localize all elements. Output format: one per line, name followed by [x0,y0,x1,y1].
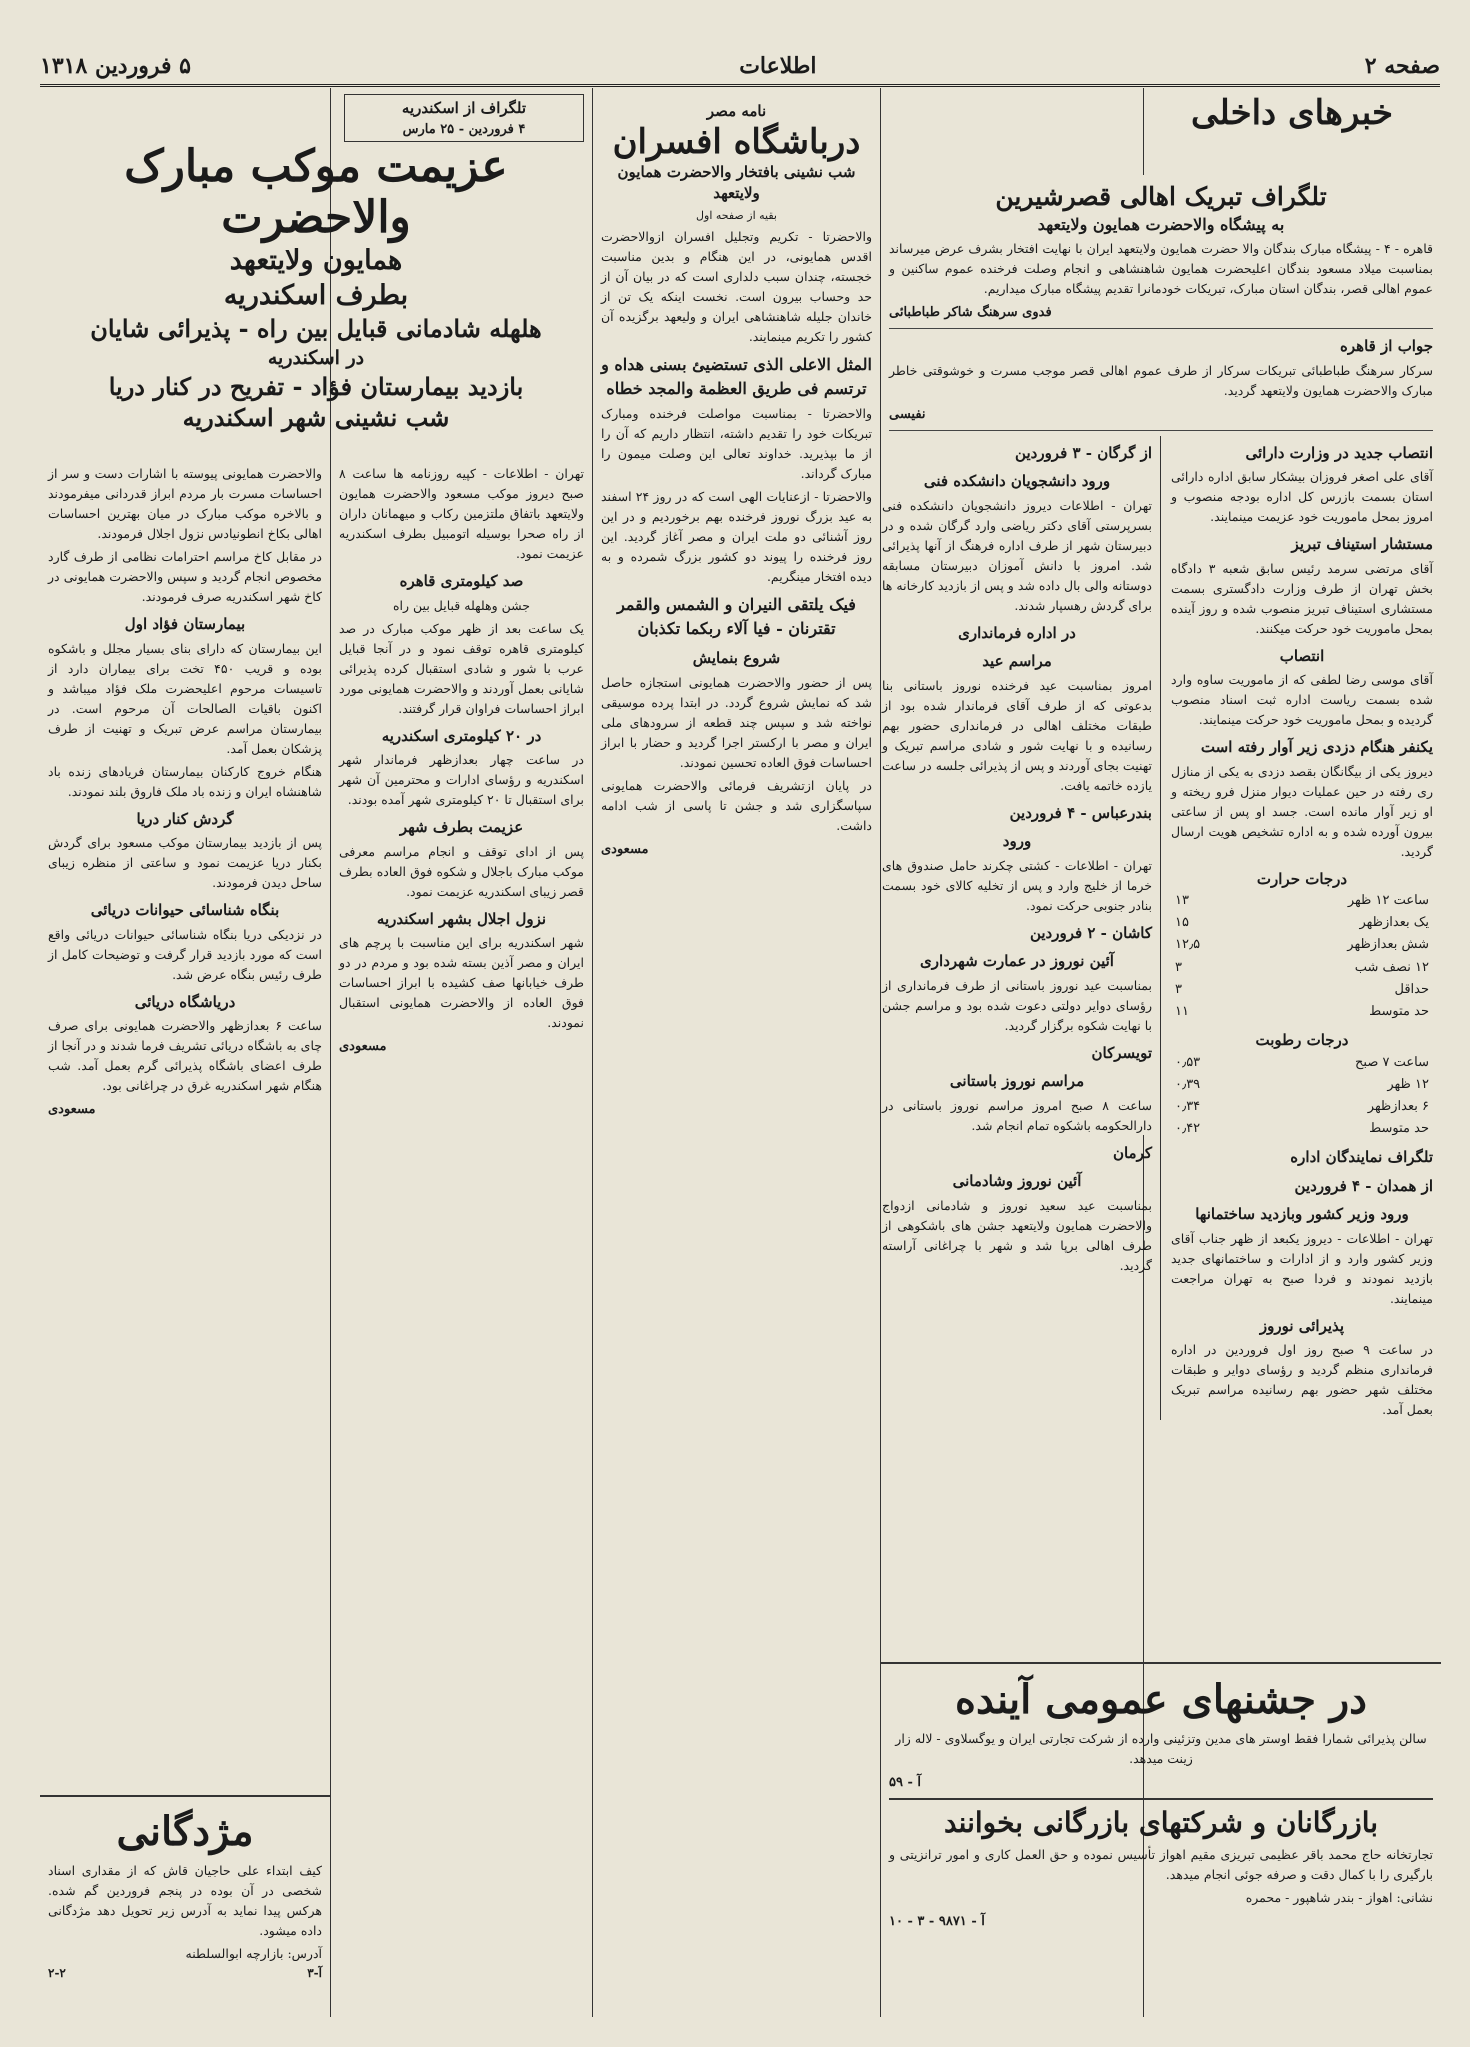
body: در مقابل کاخ مراسم احترامات نظامی از طرف گارد مخصوص انجام گردید و سپس والاحضرت همایونی در کاخ شهر اسکندریه صرف فرمودند. [48,549,322,604]
signature: مسعودی [48,1102,96,1117]
body: امروز بمناسبت عید فرخنده نوروز باستانی بنا بدعوتی که از طرف آقای فرماندار شده بود از طبقات مختلف اهالی در فرمانداری حضور بهم رسانیده و با نهایت شور و شادی مراسم تبریک و تهنیت بجای آوردند و پس از پذیرائی جلسه در ساعت یازده خاتمه یافت. [882,677,1152,793]
body: پس از حضور والاحضرت همایونی استجازه حاصل شد که نمایش شروع گردد. در ابتدا پرده موسیقی نواخته شد و سپس چند قطعه از سرودهای ملی ایران و مصر با ارکستر اجرا گردید و حضار با ابراز احساسات فوق العاده تحسین نمودند. [601,674,872,770]
column-alexandria-b [40,455,330,1797]
table-row: یک بعدازظهر ۱۵ [1175,915,1429,931]
subhead: شب نشینی بافتخار والاحضرت همایون ولایتعهد [617,162,856,202]
table-row: حد متوسط ۰٫۴۲ [1175,1120,1429,1136]
subheading: درجات حرارت [1256,869,1348,888]
ad-title: در جشنهای عمومی آینده [954,1676,1367,1723]
subhead: به پیشگاه والاحضرت همایون ولایتعهد [1037,214,1285,234]
subheading: نزول اجلال بشهر اسکندریه [376,909,547,928]
body: بمناسبت عید سعید نوروز و شادمانی ازدواج والاحضرت همایون ولایتعهد جشن های باشکوهی از طرف اهالی برپا شد و شهر با چراغانی آراسته گردید. [882,1197,1152,1273]
subheading: صد کیلومتری قاهره [399,572,524,590]
ad-title: بازرگانان و شرکتهای بازرگانی بخوانند [943,1806,1379,1840]
subheading: کرمان [1112,1143,1152,1162]
body: تهران - اطلاعات - کشتی چکرند حامل صندوق های خرما از خلیج وارد و پس از تخلیه کالای خود بسمت بنادر جنوبی حرکت نمود. [882,857,1152,913]
body: دیروز یکی از بیگانگان بقصد دزدی به یکی از منازل ری رفته در حین عملیات دیوار منزل فرو ریخته و او زیر آوار مانده است. جسد او پس از ساعتی بیرون آورده شده و به اداره تشخیص هویت ارسال گردید. [1171,763,1433,859]
subheading: آئین نوروز در عمارت شهرداری [920,952,1114,971]
subheading: عزیمت بطرف شهر [399,818,524,836]
subheading: آئین نوروز وشادمانی [952,1172,1082,1191]
table-row: ۶ بعدازظهر ۰٫۳۴ [1175,1098,1429,1114]
alexandria-headline [40,88,592,453]
paper-name: اطلاعات [739,53,817,79]
subheading: در اداره فرمانداری [958,623,1076,642]
kicker: تلگراف از اسکندریه [401,99,527,117]
subheading: مستشار استیناف تبریز [1291,535,1433,554]
table-row: حداقل ۳ [1175,981,1429,997]
ad-code: آ - ۹۸۷۱ - ۳ - ۱۰ [889,1913,985,1929]
body: والاحضرتا - ازعنایات الهی است که در روز ۲۴ اسفند به عید بزرگ نوروز فرخنده بهم برخوردیم و در این روز آشنائی دو ملت ایران و مصر آغاز گردید. این روز فرخنده را پیوند دو کشور بزرگ شمرده و به دیده افتخار مینگریم. [601,489,872,585]
table-row: ۱۲ ظهر ۰٫۳۹ [1175,1076,1429,1092]
column-provincial-news [882,436,1161,1420]
subhead: همایون ولایتعهد [229,245,403,277]
ad-title: مژدگانی [116,1808,254,1855]
subheading: شروع بنمایش [692,649,781,668]
subheading: تویسرکان [1091,1043,1152,1062]
table-row: ۱۲ نصف شب ۳ [1175,959,1429,975]
ad-mozhdegani [40,1800,330,2017]
body: والاحضرت همایونی پیوسته با اشارات دست و سر از احساسات مسرت بار مردم ابراز قدردانی میفرمودند و بالاخره موکب مبارک در میان بهترین احساسات اهالی بکاخ انطونیادس نزول اجلال فرمودند. [48,466,322,541]
subheading: گردش کنار دریا [136,809,234,828]
ad-rule [881,1662,1441,1664]
kicker-date: ۴ فروردین - ۲۵ مارس [402,121,526,137]
body: این بیمارستان که دارای بنای بسیار مجلل و باشکوه بوده و قریب ۴۵۰ تخت برای بیماران دارد از تاسیسات مرحوم اعلیحضرت ملک فؤاد میباشد و اکنون باقیات الصالحات آن مرحوم است. در بیمارستان مراسم عرض تبریک و تهنیت از طرف پزشکان بعمل آمد. [48,640,322,756]
page-number: صفحه ۲ [1364,53,1440,79]
subheading: کاشان - ۲ فروردین [1029,923,1152,942]
subhead: هلهله شادمانی قبایل بین راه - پذیرائی شایان [90,314,542,344]
body: تهران - اطلاعات دیروز دانشجویان دانشکده فنی بسرپرستی آقای دکتر ریاضی وارد گرگان شده و در دبیرستان شهر از طرف اداره فرهنگ از آنها پذیرائی شد. امروز با دانش آموزان دبیرستان مسابقه دوستانه والی بال داده شد و پس از بازدید کارخانه ها برای گردش رهسپار شدند. [882,497,1152,613]
ad-code: آ - ۵۹ [889,1775,922,1790]
subheading: انتصاب [1279,646,1325,665]
signature: فدوی سرهنگ شاکر طباطبائی [889,304,1052,320]
subheading: بندرعباس - ۴ فروردین [1009,803,1152,822]
ad-body: کیف ابتداء علی حاجیان قاش که از مقداری اسناد شخصی در آن بوده در پنجم فروردین گم شده. هرکس پیدا نماید به آدرس زیر تحویل دهد مژدگانی داده میشود. [48,1863,322,1938]
subheading: یکنفر هنگام دزدی زیر آوار رفته است [1200,738,1433,757]
headline: درباشگاه افسران [612,121,861,162]
body: سرکار سرهنگ طباطبائی تبریکات سرکار از طرف عموم اهالی قصر موجب مسرت و خوشوقتی خاطر مبارک والاحضرت همایون ولایتعهد گردید. [889,362,1433,398]
column-alexandria-a [331,455,592,2017]
column-egypt-letter [593,88,880,2017]
subheading: مراسم عید [982,652,1052,671]
subheading: بنگاه شناسائی حیوانات دریائی [90,901,280,919]
ad-code: ۲-۲ [48,1966,66,1980]
body: در پایان ازتشریف فرمائی والاحضرت همایونی سپاسگزاری شد و جشن تا پاسی از شب ادامه داشت. [601,777,872,833]
body: والاحضرتا - بمناسبت مواصلت فرخنده ومبارک تبریکات خود را تقدیم داشته، انتظار داریم که آن را از ما بپذیرید. خداوند تعالی این وصلت میمون را مبارک گرداند. [601,406,872,482]
signature: مسعودی [601,841,649,857]
body: آقای مرتضی سرمد رئیس سابق شعبه ۳ دادگاه بخش تهران از طرف وزارت دادگستری بسمت مستشاری استیناف تبریز منصوب شده و روز آینده بمحل ماموریت خود حرکت میکنند. [1171,560,1434,636]
body: در ساعت ۹ صبح روز اول فروردین در اداره فرمانداری منظم گردید و رؤسای دوایر و طبقات مختلف شهر حضور بهم رسانیده مراسم تبریک بعمل آمد. [1171,1342,1433,1418]
ad-body: سالن پذیرائی شمارا فقط اوستر های مدین وتزئینی وارده از شرکت تجارتی ایران و یوگسلاوی - لاله زار زینت میدهد. [895,1731,1427,1766]
table-row: شش بعدازظهر ۱۲٫۵ [1175,937,1429,953]
subheading: درجات رطوبت [1255,1031,1349,1050]
body: والاحضرتا - تکریم وتجلیل افسران ازوالاحضرت اقدس همایونی، در این هنگام و بدین مناسبت خجسته، چندان سبب دلداری است که در بیان آن از حد وحساب بیرون است. نخست اینکه یک تن از خاندان جلیله شاهنشاهی ایران و ولیعهد برگزیده آن کشور را تکریم مینمایند. [601,229,872,345]
continued-note: بقیه از صفحه اول [696,208,777,222]
domestic-news-body [881,175,1441,1418]
telegram-box [344,94,584,142]
subheading: مراسم نوروز باستانی [949,1072,1085,1091]
table-row: حد متوسط ۱۱ [1175,1003,1429,1019]
subheading: انتصاب جدید در وزارت دارائی [1245,443,1433,462]
humidity-table [1171,1052,1433,1141]
ad-rule [40,1795,330,1797]
subhead: در اسکندریه [267,346,365,369]
body: یک ساعت بعد از ظهر موکب مبارک در صد کیلومتری قاهره توقف نمود و در آنجا قبایل عرب با شور و شادی استقبال کرده پذیرائی شایانی بعمل آوردند و والاحضرت همایونی مورد ابراز احساسات فراوان قرار گرفتند. [339,620,584,716]
ad-address: نشانی: اهواز - بندر شاهپور - محمره [1245,1889,1433,1905]
body: تهران - اطلاعات - دیروز یکبعد از ظهر جناب آقای وزیر کشور وارد و از ادارات و ساختمانهای جدید بازدید نمودند و فردا صبح به تهران مراجعت مینمایند. [1171,1230,1433,1306]
ad-ref: آ-۳ [307,1966,322,1980]
subheading: جواب از قاهره [1340,337,1433,356]
body: پس از ادای توقف و انجام مراسم معرفی موکب مبارک باجلال و شکوه فوق العاده بطرف قصر زیبای اسکندریه عزیمت نمود. [339,843,584,899]
body: آقای علی اصغر فروزان بیشکار سابق اداره دارائی استان بسمت بازرس کل اداره بودجه منصوب و امروز بمحل ماموریت خود عزیمت مینمایند. [1171,469,1433,525]
ad-address: آدرس: بازارچه ابوالسلطنه [185,1946,322,1961]
masthead [40,48,1440,87]
headline: تلگراف تبریک اهالی قصرشیرین [995,182,1327,211]
column-admin-news [1171,436,1433,1420]
body: بمناسبت عید نوروز باستانی از طرف فرمانداری از رؤسای دوایر دولتی دعوت شده بود و مراسم جشن با نهایت شکوه برگزار گردید. [882,977,1152,1033]
body: آقای موسی رضا لطفی که از ماموریت ساوه وارد شده بسمت ریاست اداره ثبت اسناد منصوب گردیده و بمحل ماموریت خود حرکت مینمایند. [1171,672,1433,728]
subhead: بطرف اسکندریه [223,280,409,312]
body: پس از بازدید بیمارستان موکب مسعود برای گردش بکنار دریا عزیمت نمود و ساعتی از منظره زیبای ساحل دیدن فرمودند. [48,835,322,890]
table-row: ساعت ۱۲ ظهر ۱۳ [1175,893,1429,909]
subheading: ورود وزیر کشور وبازدید ساختمانها [1195,1205,1409,1224]
subheading: از گرگان - ۳ فروردین [1015,443,1152,462]
subheading-small: جشن وهلهله قبایل بین راه [393,597,530,613]
subheading: بیمارستان فؤاد اول [124,615,246,633]
signature: مسعودی [339,1039,387,1054]
ad-body: تجارتخانه حاج محمد باقر عظیمی تبریزی مقیم اهواز تأسیس نموده و حق العمل کاری و امور ترانزیتی و بارگیری را با کمال دقت و صرفه جوئی انجام میدهد. [889,1846,1433,1882]
body: تهران - اطلاعات - کپیه روزنامه ها ساعت ۸ صبح دیروز موکب مسعود والاحضرت همایون ولایتعهد باتفاق ملتزمین رکاب و میهمانان داران از راه صحرا بوسیله اتومبیل بطرف اسکندریه عزیمت نمود. [339,466,584,561]
temperature-table [1171,890,1433,1023]
body: شهر اسکندریه برای این مناسبت با پرچم های ایران و مصر آذین بسته شده بود و مردم در دو طرف خیابانها صف کشیده با ابراز احساسات فوق العاده از والاحضرت همایونی استقبال نمودند. [339,935,584,1030]
signature: نفیسی [889,406,926,422]
table-row: ساعت ۷ صبح ۰٫۵۳ [1175,1054,1429,1070]
body: در نزدیکی دریا بنگاه شناسائی حیوانات دریائی واقع است که مورد بازدید قرار گرفت و توضیحات کامل از طرف رئیس بنگاه عرض شد. [48,926,322,982]
subhead: شب نشینی شهر اسکندریه [182,403,450,433]
subheading: در ۲۰ کیلومتری اسکندریه [381,726,542,745]
body: قاهره - ۴ - پیشگاه مبارک بندگان والا حضرت همایون ولایتعهد ایران با نهایت افتخار بشرف عرض میرساند بمناسبت میلاد مسعود بندگان اعلیحضرت همایون شاهنشاهی و انجام وصلت فرخنده عموم ساکنین و عموم اهالی قصر، بندگان استان مبارک، تبریکات خودمانرا تقدیم پیشگاه مبارک میداریم. [889,240,1433,296]
subheading: پذیرائی نوروز [1259,1316,1345,1335]
body: هنگام خروج کارکنان بیمارستان فریادهای زنده باد شاهنشاه ایران و زنده باد ملک فاروق بلند نمودند. [48,763,322,799]
subheading: از همدان - ۴ فروردین [1294,1176,1433,1195]
arabic-verse: فیک یلتقی النیران و الشمس والقمر تقترنان - فیا آلاء ربکما تکذبان [617,595,856,639]
headline: عزیمت موکب مبارک والاحضرت [124,141,508,243]
body: ساعت ۶ بعدازظهر والاحضرت همایونی برای صرف چای به باشگاه دریائی تشریف فرما شدند و در آنجا از طرف اعضای باشگاه پذیرائی گرم بعمل آمد. شب هنگام شهر اسکندریه غرق در چراغانی بود. [48,1018,322,1093]
subheading: دریاشگاه دریائی [134,992,236,1011]
subheading: ورود دانشجویان دانشکده فنی [923,472,1111,491]
ad-jashn [881,1668,1441,2017]
subhead: بازدید بیمارستان فؤاد - تفریح در کنار دریا [108,372,524,402]
body: در ساعت چهار بعدازظهر فرماندار شهر اسکندریه و رؤسای ادارات و محترمین آن شهر برای استقبال تا ۲۰ کیلومتری شهر آمده بودند. [339,752,584,807]
subheading: تلگراف نمایندگان اداره [1290,1148,1433,1167]
subheading: ورود [1002,832,1032,851]
arabic-heading: المثل الاعلی الذی تستضیئ بسنی هداه و ترتسم فی طریق العظمة والمجد خطاه [601,355,872,399]
issue-date: ۵ فروردین ۱۳۱۸ [40,53,191,79]
body: ساعت ۸ صبح امروز مراسم نوروز باستانی در دارالحکومه باشکوه تمام انجام شد. [882,1097,1152,1133]
section-title: خبرهای داخلی [1191,93,1393,133]
kicker: نامه مصر [706,102,767,120]
